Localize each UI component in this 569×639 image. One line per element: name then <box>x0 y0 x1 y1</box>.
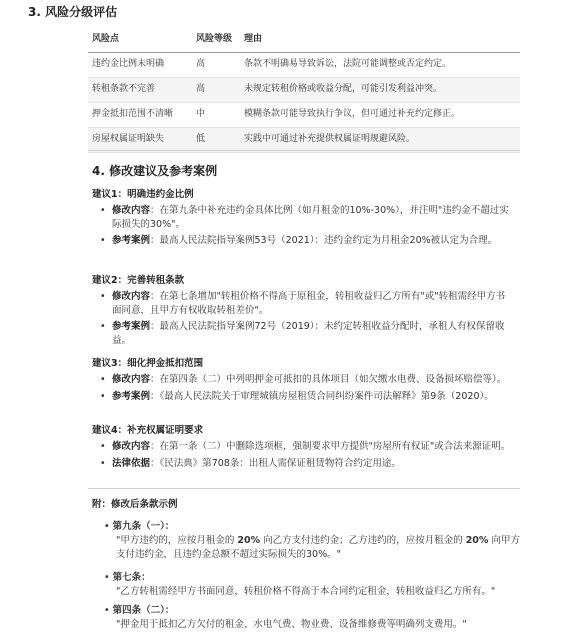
bullet-icon: • <box>104 605 110 616</box>
clause-title: 第四条（二）： <box>112 605 175 616</box>
item-text: ：在第七条增加"转租价格不得高于原租金，转租收益归乙方所有"或"转租需经甲方书面同意，且甲方有权收取转租差价"。 <box>112 290 506 316</box>
clause-title: 第九条（一）： <box>112 521 175 532</box>
quote-text: "乙方转租需经甲方书面同意，转租价格不得高于本合同约定租金，转租收益归乙方所有。" <box>116 585 496 597</box>
item-label: 参考案例 <box>112 390 151 402</box>
risk-level-cell: 低 <box>192 128 240 153</box>
bullet-icon: • <box>100 373 106 385</box>
suggestion-list <box>92 290 512 348</box>
section-divider <box>88 488 520 489</box>
bullet-icon: • <box>100 321 106 333</box>
table-row <box>88 78 520 103</box>
risk-table-header-row <box>88 28 520 53</box>
suggestion-title: 建议2：完善转租条款 <box>92 275 185 286</box>
appendix-clause-9-1 <box>104 520 524 561</box>
item-text: ：在第一条（二）中删除选项框，强制要求甲方提供"房屋所有权证"或合法来源证明。 <box>150 440 511 452</box>
risk-point-cell: 违约金比例未明确 <box>88 53 192 78</box>
clause-line <box>104 520 524 534</box>
list-item <box>92 204 512 232</box>
suggestion-4 <box>92 424 512 473</box>
suggestion-title: 建议1：明确违约金比例 <box>92 189 194 200</box>
list-item <box>92 390 512 404</box>
suggestion-2 <box>92 274 512 351</box>
risk-table <box>88 28 520 153</box>
item-text: ：在第九条中补充违约金具体比例（如月租金的10%-30%），并注明"违约金不超过实际损失的30%"。 <box>112 204 509 230</box>
clause-line <box>104 604 524 618</box>
suggestion-list <box>92 440 512 471</box>
advice-section-heading: 4. 修改建议及参考案例 <box>92 164 218 178</box>
item-label: 修改内容 <box>112 290 151 302</box>
quote-text: 向乙方支付违约金；乙方违约的，应按月租金的 <box>260 534 466 546</box>
quote-text: 向甲方支付违约金，且违约金总额不超过实际损失的30%。" <box>116 534 520 560</box>
item-text: ：在第四条（二）中列明押金可抵扣的具体项目（如欠缴水电费、设备损坏赔偿等）。 <box>150 373 507 385</box>
bullet-icon: • <box>100 440 106 452</box>
appendix-clause-7 <box>104 571 524 599</box>
bullet-icon: • <box>100 390 106 402</box>
clause-quote <box>104 618 524 632</box>
list-item <box>92 290 512 318</box>
bullet-icon: • <box>100 290 106 302</box>
risk-point-cell: 押金抵扣范围不清晰 <box>88 103 192 128</box>
quote-emphasis: 20% <box>465 534 489 546</box>
column-header-reason: 理由 <box>240 28 520 53</box>
list-item <box>92 234 512 248</box>
item-text: ：《最高人民法院关于审理城镇房屋租赁合同纠纷案件司法解释》第9条（2020）。 <box>150 390 494 402</box>
suggestion-title: 建议4：补充权属证明要求 <box>92 425 204 436</box>
quote-text: "押金用于抵扣乙方欠付的租金、水电气费、物业费、设备维修费等明确列支费用。" <box>116 618 467 630</box>
suggestion-list <box>92 204 512 248</box>
clause-title: 第七条： <box>112 572 151 583</box>
risk-level-cell: 中 <box>192 103 240 128</box>
risk-point-cell: 转租条款不完善 <box>88 78 192 103</box>
appendix-title: 附：修改后条款示例 <box>92 499 178 510</box>
table-row <box>88 103 520 128</box>
list-item <box>92 440 512 454</box>
appendix-clause-4-2 <box>104 604 524 632</box>
column-header-risk-point: 风险点 <box>88 28 192 53</box>
item-label: 修改内容 <box>112 204 151 216</box>
section-divider <box>88 150 520 151</box>
risk-point-cell: 房屋权属证明缺失 <box>88 128 192 153</box>
reason-cell: 未规定转租价格或收益分配，可能引发利益冲突。 <box>240 78 520 103</box>
reason-cell: 模糊条款可能导致执行争议，但可通过补充约定修正。 <box>240 103 520 128</box>
suggestion-list <box>92 373 512 404</box>
bullet-icon: • <box>104 521 110 532</box>
bullet-icon: • <box>100 204 106 216</box>
clause-quote <box>104 534 524 562</box>
item-label: 参考案例 <box>112 321 151 333</box>
item-text: ：最高人民法院指导案例53号（2021）：违约金约定为月租金20%被认定为合理。 <box>150 235 498 247</box>
suggestion-3 <box>92 357 512 406</box>
bullet-icon: • <box>104 572 110 583</box>
bullet-icon: • <box>100 235 106 247</box>
risk-level-cell: 高 <box>192 53 240 78</box>
risk-level-cell: 高 <box>192 78 240 103</box>
clause-quote <box>104 585 524 599</box>
item-label: 法律依据 <box>112 457 151 469</box>
list-item <box>92 320 512 348</box>
quote-emphasis: 20% <box>237 534 261 546</box>
item-label: 修改内容 <box>112 440 151 452</box>
item-label: 参考案例 <box>112 235 151 247</box>
table-row <box>88 128 520 153</box>
item-label: 修改内容 <box>112 373 151 385</box>
reason-cell: 条款不明确易导致诉讼，法院可能调整或否定约定。 <box>240 53 520 78</box>
item-text: ：《民法典》第708条：出租人需保证租赁物符合约定用途。 <box>150 457 401 469</box>
list-item <box>92 457 512 471</box>
column-header-risk-level: 风险等级 <box>192 28 240 53</box>
suggestion-title: 建议3：细化押金抵扣范围 <box>92 358 204 369</box>
list-item <box>92 373 512 387</box>
reason-cell: 实践中可通过补充提供权属证明规避风险。 <box>240 128 520 153</box>
bullet-icon: • <box>100 457 106 469</box>
table-row <box>88 53 520 78</box>
clause-line <box>104 571 524 585</box>
item-text: ：最高人民法院指导案例72号（2019）：未约定转租收益分配时，承租人有权保留收益。 <box>112 321 505 347</box>
risk-section-heading: 3. 风险分级评估 <box>28 5 118 19</box>
suggestion-1 <box>92 188 512 251</box>
quote-text: "甲方违约的，应按月租金的 <box>116 534 238 546</box>
